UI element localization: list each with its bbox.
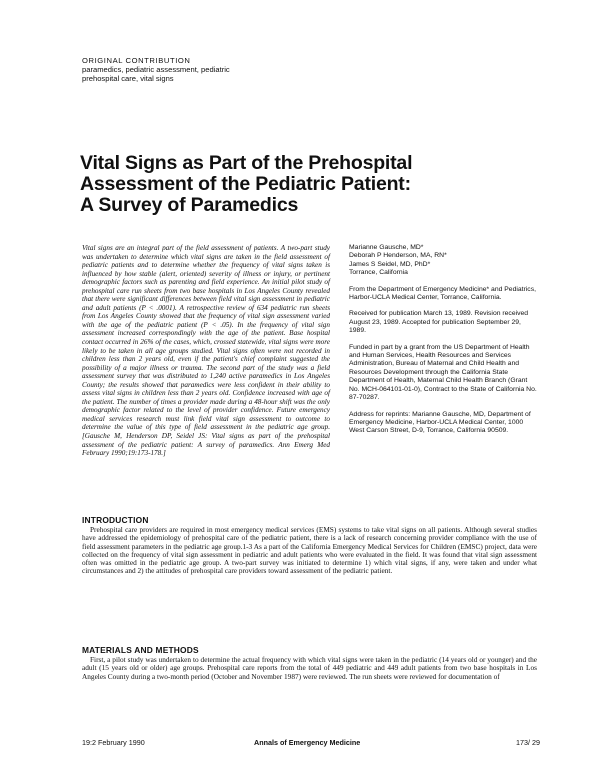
introduction-heading: INTRODUCTION — [82, 515, 149, 525]
article-title — [80, 153, 520, 216]
methods-text: First, a pilot study was undertaken to determine the actual frequency with which vital signs were taken in the pediatric (14 years old or younger) and the adult (15 years old or older) age groups. Prehospital care reports from the total of 449 pediatric and 449 adult patients from two base hospitals in Los Angeles County during a two-month period (October and November 1987) were reviewed. The run sheets were reviewed for documentation of — [82, 655, 537, 681]
abstract: Vital signs are an integral part of the field assessment of patients. A two-part study was undertaken to determine which vital signs are taken in the field assessment of pediatric patients and to determine whether the frequency of vital signs taken is influenced by how stable (alert, oriented) severity of illness or injury, or pertinent demographic factors such as parenting and field experience. An initial pilot study of prehospital care run sheets from two base hospitals in Los Angeles County revealed that there were significant differences between field vital sign assessment in pediatric and adult patients (P < .0001). A retrospective review of 634 pediatric run sheets from Los Angeles County showed that the frequency of vital sign assessment varied with the age of the pediatric patient (P < .05). In the frequency of vital sign assessment increased correspondingly with the age of the patient. Base hospital contact occurred in 26% of the cases, which, crossed statewide, vital signs were more likely to be taken in all age groups studied. Vital signs often were not recorded in children less than 2 years old, even if the patient's chief complaint suggested the possibility of a major illness or trauma. The second part of the study was a field assessment survey that was distributed to 1,240 active paramedics in Los Angeles County; the results showed that paramedics were less confident in their ability to assess vital signs in children less than 2 years old. Confidence increased with age of the patient. The number of times a provider made during a 48-hour shift was the only demographic factor related to the level of provider confidence. Future emergency medical services research must link field vital sign assessment to outcome to determine the value of this type of field assessment in the pediatric age group. [Gausche M, Henderson DP, Seidel JS: Vital signs as part of the prehospital assessment of the pediatric patient: A survey of paramedics. Ann Emerg Med February 1990;19:173-178.] — [82, 244, 330, 458]
page-number: 173/ 29 — [516, 738, 540, 747]
title-line: Vital Signs as Part of the Prehospital — [80, 152, 413, 174]
journal-name: Annals of Emergency Medicine — [254, 738, 361, 747]
article-header — [82, 56, 302, 84]
affiliation: From the Department of Emergency Medicine* and Pediatrics, Harbor-UCLA Medical Center, Torrance, California. — [349, 285, 536, 302]
author-name: Marianne Gausche, MD* — [349, 244, 424, 251]
author-name: Deborah P Henderson, MA, RN* — [349, 252, 447, 260]
correspondence-address: Address for reprints: Marianne Gausche, MD, Department of Emergency Medicine, Harbor-UCLA Medical Center, 1000 West Carson Street, D-9, Torrance, California 90509. — [349, 410, 531, 435]
title-line: A Survey of Paramedics — [80, 194, 299, 216]
funding-note: Funded in part by a grant from the US Department of Health and Human Services, Health Resources and Services Administration, Bureau of Maternal and Child Health and Resources Development through the California State Department of Health, Maternal Child Health Branch (Grant No. MCH-064101-01-0), Contract to the State of California No. 87-70287. — [349, 343, 537, 402]
page-footer — [82, 738, 540, 750]
author-sidebar — [349, 244, 539, 441]
author-location: Torrance, California — [349, 269, 408, 277]
methods-heading: MATERIALS AND METHODS — [82, 645, 199, 655]
section-label: ORIGINAL CONTRIBUTION — [82, 56, 191, 65]
introduction-text: Prehospital care providers are required in most emergency medical services (EMS) systems to take vital signs on all patients. Although several studies have addressed the epidemiology of prehospital care of the pediatric patient, there is a lack of research concerning provider compliance with the use of field assessment parameters in the pediatric age group.1-3 As a part of the California Emergency Medical Services for Children (EMSC) project, data were collected on the frequency of vital sign assessment in pediatric and adult patients who were evaluated in the field. It was found that vital sign assessment often was omitted in the pediatric age group. A two-part survey was initiated to determine 1) which vital signs, if any, were taken and under what circumstances and 2) the attitudes of prehospital care providers toward assessment of the pediatric patient. — [82, 525, 537, 576]
issue-info: 19:2 February 1990 — [82, 738, 145, 747]
author-list — [349, 244, 539, 278]
title-line: Assessment of the Pediatric Patient: — [80, 173, 411, 195]
keywords-line: prehospital care, vital signs — [82, 74, 174, 84]
received-dates: Received for publication March 13, 1989. Revision received August 23, 1989. Accepted for publication September 29, 1989. — [349, 310, 529, 335]
keywords-line: paramedics, pediatric assessment, pediatric — [82, 65, 230, 75]
author-name: James S Seidel, MD, PhD* — [349, 260, 431, 268]
